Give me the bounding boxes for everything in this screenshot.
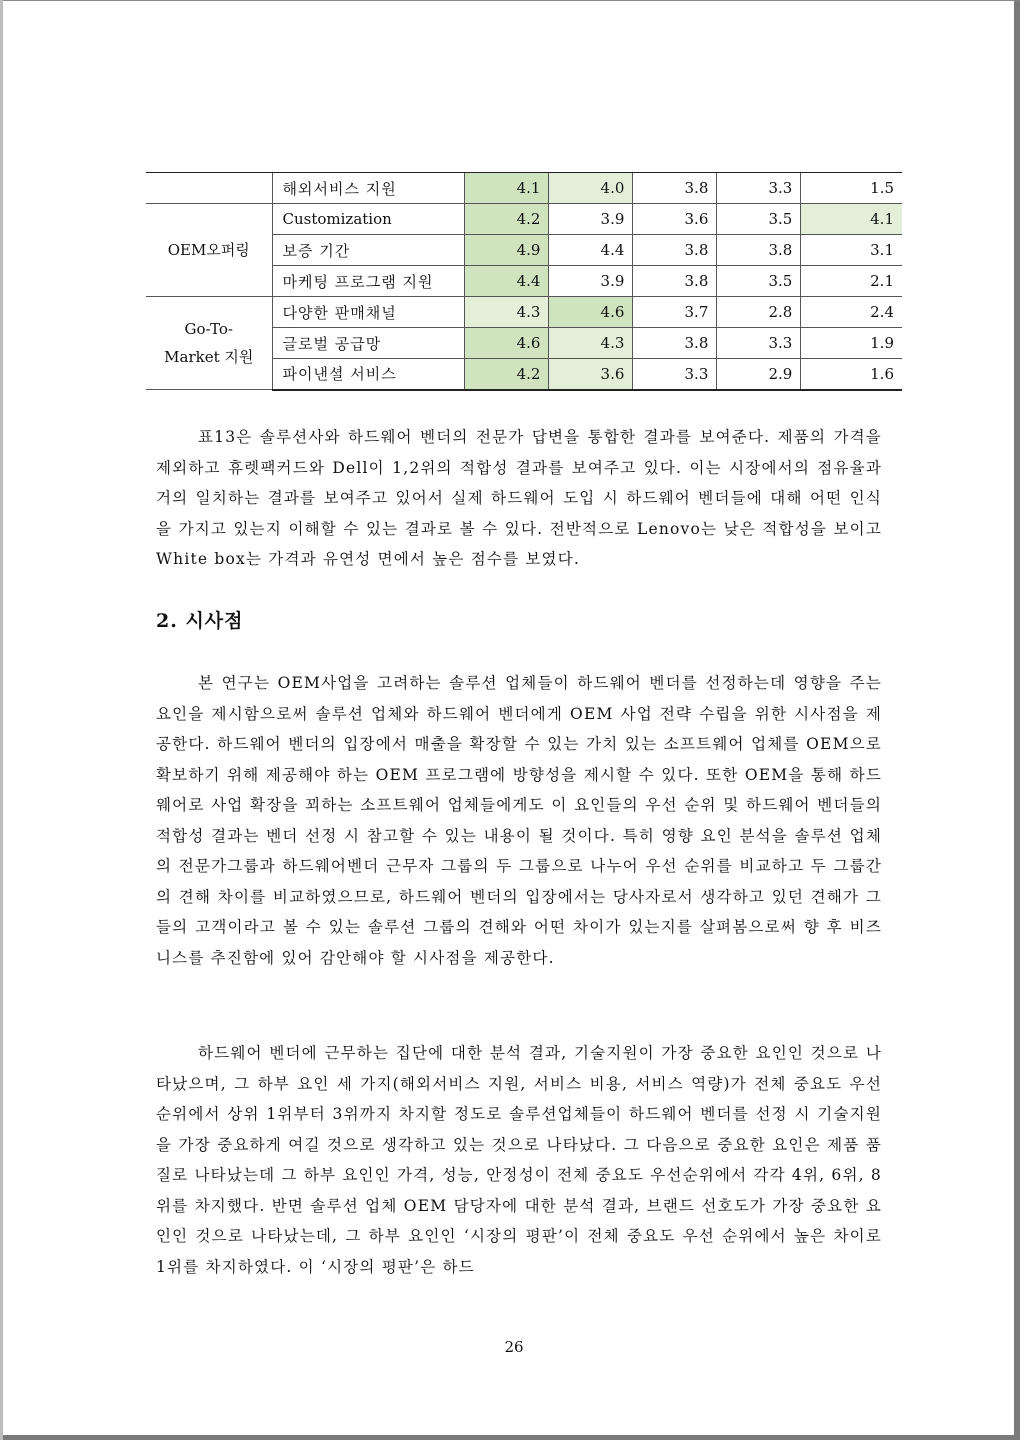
value-cell: 4.4 — [549, 235, 633, 266]
value-cell: 1.6 — [801, 359, 902, 390]
value-cell: 3.5 — [717, 204, 801, 235]
paragraph: 본 연구는 OEM사업을 고려하는 솔루션 업체들이 하드웨어 벤더를 선정하는데 영향을 주는 요인을 제시함으로써 솔루션 업체와 하드웨어 벤더에게 OEM 사업 전략 수립을 위한 시사점을 제공한다. 하드웨어 벤더의 입장에서 매출을 확장할 수 있는 가치 있는 소프트웨어 업체를 OEM으로 확보하기 위해 제공해야 하는 OEM 프로그램에 방향성을 제시할 수 있다. 또한 OEM을 통해 하드웨어로 사업 확장을 꾀하는 소프트웨어 업체들에게도 이 요인들의 우선 순위 및 하드웨어 벤더들의 적합성 결과는 벤더 선정 시 참고할 수 있는 내용이 될 것이다. 특히 영향 요인 분석을 솔루션 업체의 전문가그룹과 하드웨어벤더 근무자 그룹의 두 그룹으로 나누어 우선 순위를 비교하고 두 그룹간의 견해 차이를 비교하였으므로, 하드웨어 벤더의 입장에서는 당사자로서 생각하고 있던 견해가 그들의 고객이라고 볼 수 있는 솔루션 그룹의 견해와 어떤 차이가 있는지를 살펴봄으로써 향 후 비즈니스를 추진함에 있어 감안해야 할 시사점을 제공한다. — [156, 674, 882, 967]
factor-cell: 파이낸셜 서비스 — [272, 359, 465, 390]
section-heading: 2. 시사점 — [156, 610, 244, 632]
value-cell: 2.4 — [801, 297, 902, 328]
value-cell: 3.8 — [717, 235, 801, 266]
factor-cell: Customization — [272, 204, 465, 235]
value-cell: 3.8 — [633, 266, 717, 297]
value-cell: 3.8 — [633, 173, 717, 204]
factor-cell: 해외서비스 지원 — [272, 173, 465, 204]
value-cell: 4.2 — [465, 359, 549, 390]
value-cell: 2.8 — [717, 297, 801, 328]
value-cell: 4.3 — [465, 297, 549, 328]
paragraph: 표13은 솔루션사와 하드웨어 벤더의 전문가 답변을 통합한 결과를 보여준다. 제품의 가격을 제외하고 휴렛팩커드와 Dell이 1,2위의 적합성 결과를 보여주고 있다. 이는 시장에서의 점유율과 거의 일치하는 결과를 보여주고 있어서 실제 하드웨어 도입 시 하드웨어 벤더들에 대해 어떤 인식을 가지고 있는지 이해할 수 있는 결과로 볼 수 있다. 전반적으로 Lenovo는 낮은 적합성을 보이고 White box는 가격과 유연성 면에서 높은 점수를 보였다. — [156, 428, 882, 568]
value-cell: 3.6 — [633, 204, 717, 235]
page-edge — [0, 0, 3, 1440]
value-cell: 4.4 — [465, 266, 549, 297]
value-cell: 2.1 — [801, 266, 902, 297]
value-cell: 4.6 — [465, 328, 549, 359]
value-cell: 4.1 — [801, 204, 902, 235]
value-cell: 3.9 — [549, 266, 633, 297]
body-text-1 — [156, 422, 882, 575]
page-number: 26 — [504, 1338, 524, 1356]
factor-cell: 글로벌 공급망 — [272, 328, 465, 359]
value-cell: 3.3 — [633, 359, 717, 390]
paragraph: 하드웨어 벤더에 근무하는 집단에 대한 분석 결과, 기술지원이 가장 중요한 요인인 것으로 나타났으며, 그 하부 요인 세 가지(해외서비스 지원, 서비스 비용, 서비스 역량)가 전체 중요도 우선순위에서 상위 1위부터 3위까지 차지할 정도로 솔루션업체들이 하드웨어 벤더를 선정 시 기술지원을 가장 중요하게 여길 것으로 생각하고 있는 것으로 나타났다. 그 다음으로 중요한 요인은 제품 품질로 나타났는데 그 하부 요인인 가격, 성능, 안정성이 전체 중요도 우선순위에서 각각 4위, 6위, 8위를 차지했다. 반면 솔루션 업체 OEM 담당자에 대한 분석 결과, 브랜드 선호도가 가장 중요한 요인인 것으로 나타났는데, 그 하부 요인인 ‘시장의 평판’이 전체 중요도 우선 순위에서 높은 차이로 1위를 차지하였다. 이 ‘시장의 평판’은 하드 — [156, 1044, 882, 1276]
value-cell: 3.6 — [549, 359, 633, 390]
value-cell: 4.1 — [465, 173, 549, 204]
table-row — [146, 204, 902, 235]
value-cell: 4.2 — [465, 204, 549, 235]
value-cell: 3.1 — [801, 235, 902, 266]
value-cell: 3.9 — [549, 204, 633, 235]
value-cell: 3.3 — [717, 173, 801, 204]
value-cell: 3.5 — [717, 266, 801, 297]
value-cell: 3.3 — [717, 328, 801, 359]
value-cell: 2.9 — [717, 359, 801, 390]
factor-cell: 보증 기간 — [272, 235, 465, 266]
value-cell: 1.9 — [801, 328, 902, 359]
suitability-table — [146, 172, 902, 391]
body-text-3 — [156, 1038, 882, 1282]
factor-cell: 다양한 판매채널 — [272, 297, 465, 328]
factor-cell: 마케팅 프로그램 지원 — [272, 266, 465, 297]
body-text-2 — [156, 668, 882, 973]
table-row — [146, 173, 902, 204]
group-cell — [146, 173, 272, 204]
value-cell: 1.5 — [801, 173, 902, 204]
value-cell: 4.3 — [549, 328, 633, 359]
value-cell: 4.9 — [465, 235, 549, 266]
table-row — [146, 297, 902, 328]
value-cell: 3.8 — [633, 328, 717, 359]
value-cell: 4.6 — [549, 297, 633, 328]
value-cell: 4.0 — [549, 173, 633, 204]
value-cell: 3.8 — [633, 235, 717, 266]
group-cell: Go-To-Market 지원 — [146, 297, 272, 390]
value-cell: 3.7 — [633, 297, 717, 328]
group-cell: OEM오퍼링 — [146, 204, 272, 297]
